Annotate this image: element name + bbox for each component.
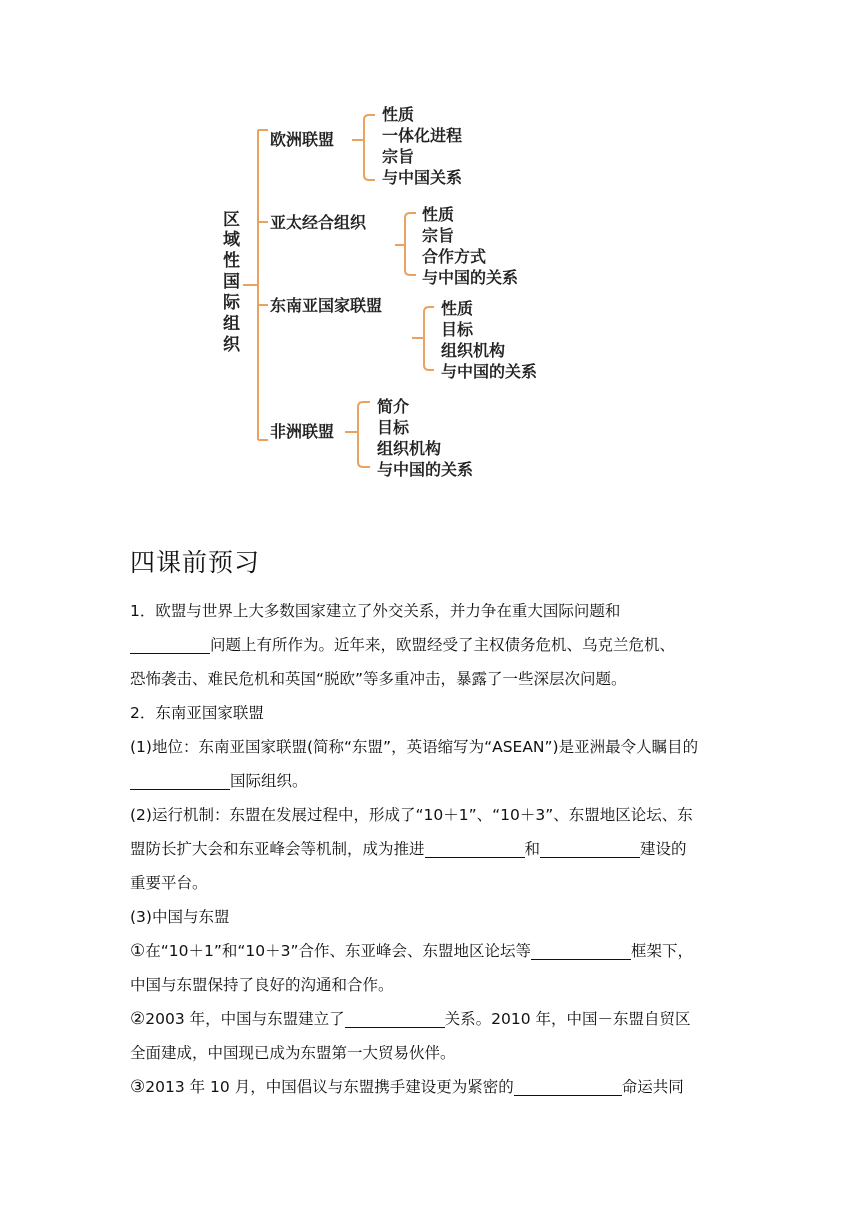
- branch-asean-item: 目标: [441, 320, 474, 339]
- q2-text: 框架下，: [631, 942, 694, 960]
- answer-blank[interactable]: [130, 633, 210, 654]
- q2-p1-line: [130, 730, 730, 764]
- q2-text: 盟防长扩大会和东亚峰会等机制，成为推进: [130, 840, 425, 858]
- branch-apec-item: 与中国的关系: [422, 268, 519, 287]
- branch-apec-item: 性质: [422, 205, 455, 224]
- branch-au-item: 目标: [377, 418, 410, 437]
- branch-asean-item: 性质: [441, 299, 474, 318]
- branch-au-item: 与中国的关系: [377, 460, 474, 479]
- q2-text: (3)中国与东盟: [130, 908, 230, 926]
- q2-text: 关系。2010 年，中国－东盟自贸区: [444, 1010, 691, 1028]
- q2-p3-title: [130, 900, 730, 934]
- mindmap-root-char: 域: [223, 230, 240, 250]
- q2-i1-line: [130, 934, 730, 968]
- q2-p2-line: [130, 866, 730, 900]
- branch-eu-item: 与中国关系: [382, 168, 463, 187]
- q2-text: 命运共同: [621, 1078, 684, 1096]
- q2-text: 在“10＋1”和“10＋3”合作、东亚峰会、东盟地区论坛等: [145, 942, 532, 960]
- q2-text: 和: [524, 840, 541, 858]
- q1-line: [130, 628, 730, 662]
- branch-apec: 亚太经合组织: [270, 213, 367, 232]
- q2-text: 中国与东盟保持了良好的沟通和合作。: [130, 976, 394, 994]
- q2-text: 重要平台。: [130, 874, 208, 892]
- q2-i1-line: [130, 968, 730, 1002]
- branch-apec-bracket: [395, 213, 416, 275]
- q1-text: 恐怖袭击、难民危机和英国“脱欧”等多重冲击，暴露了一些深层次问题。: [130, 670, 627, 688]
- q2-text: (2)运行机制：东盟在发展过程中，形成了“10＋1”、“10＋3”、东盟地区论坛、东: [130, 806, 693, 824]
- branch-asean-bracket: [412, 307, 434, 370]
- branch-apec-item: 宗旨: [422, 226, 455, 245]
- q1-text: 1．欧盟与世界上大多数国家建立了外交关系，并力争在重大国际问题和: [130, 602, 621, 620]
- q2-text: 国际组织。: [230, 772, 308, 790]
- q2-text: 建设的: [640, 840, 687, 858]
- q2-i3-line: [130, 1070, 730, 1104]
- answer-blank[interactable]: [425, 837, 525, 858]
- q1-line: [130, 662, 730, 696]
- mindmap-root-char: 国: [223, 272, 240, 292]
- branch-asean-item: 组织机构: [441, 341, 506, 360]
- q2-p2-line: [130, 798, 730, 832]
- q2-i2-line: [130, 1002, 730, 1036]
- q1-line: [130, 594, 730, 628]
- answer-blank[interactable]: [130, 769, 230, 790]
- branch-au-item: 简介: [377, 397, 410, 416]
- q2-text: 2003 年，中国与东盟建立了: [145, 1010, 345, 1028]
- branch-eu: 欧洲联盟: [270, 130, 335, 149]
- branch-au-item: 组织机构: [377, 439, 442, 458]
- circled-number: ①: [130, 941, 146, 961]
- branch-eu-item: 一体化进程: [382, 126, 463, 145]
- mindmap-root-char: 性: [223, 251, 240, 271]
- branch-asean: 东南亚国家联盟: [270, 296, 383, 315]
- branch-au-bracket: [345, 402, 370, 467]
- q1-text: 问题上有所作为。近年来，欧盟经受了主权债务危机、乌克兰危机、: [210, 636, 676, 654]
- q2-title-text: 2．东南亚国家联盟: [130, 704, 264, 722]
- mindmap-root-char: 区: [223, 210, 240, 230]
- q2-title: [130, 696, 730, 730]
- region-org-mindmap: [0, 0, 860, 500]
- q2-p2-line: [130, 832, 730, 866]
- branch-eu-item: 性质: [382, 105, 415, 124]
- q2-p1-line: [130, 764, 730, 798]
- answer-blank[interactable]: [531, 939, 631, 960]
- circled-number: ③: [130, 1077, 146, 1097]
- branch-eu-item: 宗旨: [382, 147, 415, 166]
- mindmap-root-char: 际: [223, 293, 240, 313]
- answer-blank[interactable]: [514, 1075, 622, 1096]
- section-title: 四课前预习: [130, 548, 261, 577]
- q2-text: (1)地位：东南亚国家联盟(简称“东盟”，英语缩写为“ASEAN”)是亚洲最令人瞩目的: [130, 738, 699, 756]
- mindmap-root-char: 织: [223, 335, 240, 355]
- answer-blank[interactable]: [540, 837, 640, 858]
- preview-content: [130, 594, 730, 1104]
- branch-eu-bracket: [352, 115, 375, 180]
- branch-au: 非洲联盟: [270, 422, 335, 441]
- answer-blank[interactable]: [345, 1007, 445, 1028]
- branch-asean-item: 与中国的关系: [441, 362, 538, 381]
- circled-number: ②: [130, 1009, 146, 1029]
- branch-apec-item: 合作方式: [422, 247, 487, 266]
- q2-text: 2013 年 10 月，中国倡议与东盟携手建设更为紧密的: [145, 1078, 514, 1096]
- mindmap-root-char: 组: [223, 314, 240, 334]
- q2-text: 全面建成，中国现已成为东盟第一大贸易伙伴。: [130, 1044, 456, 1062]
- q2-i2-line: [130, 1036, 730, 1070]
